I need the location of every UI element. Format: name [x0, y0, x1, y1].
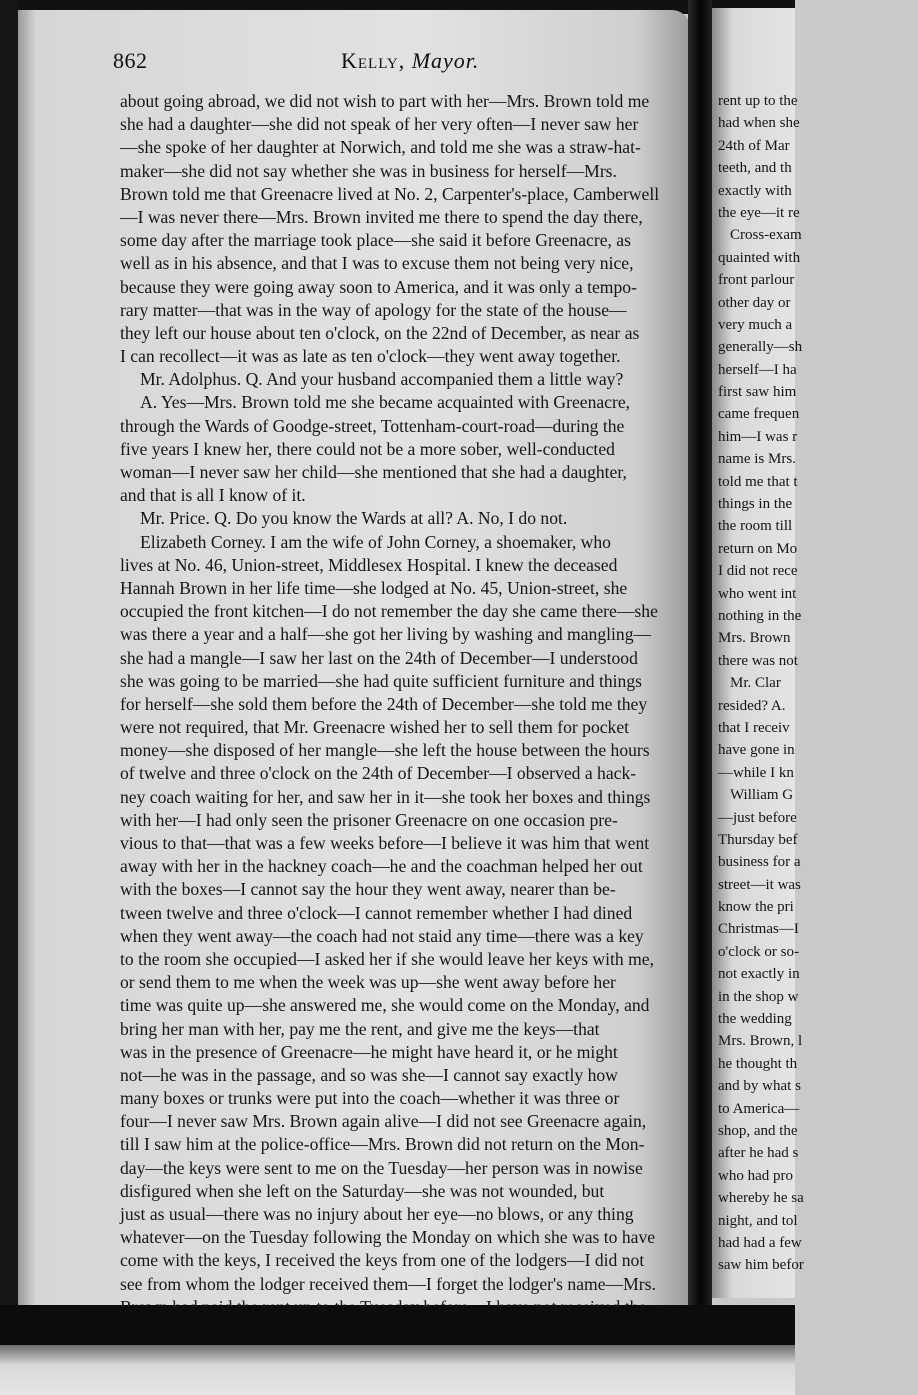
text-line: Mr. Price. Q. Do you know the Wards at all? A. No, I do not.	[140, 508, 568, 529]
right-text-line: to America—	[718, 1100, 800, 1117]
text-line: just as usual—there was no injury about her eye—no blows, or any thing	[120, 1204, 634, 1224]
right-text-line: business for a	[718, 854, 801, 871]
text-line: —I was never there—Mrs. Brown invited me there to spend the day there,	[120, 206, 643, 227]
text-line: not—he was in the passage, and so was she—I cannot say exactly how	[120, 1064, 618, 1085]
text-line: disfigured when she left on the Saturday—she was not wounded, but	[120, 1180, 605, 1201]
text-line: Elizabeth Corney. I am the wife of John Corney, a shoemaker, who	[140, 531, 611, 552]
right-page-cropped	[712, 8, 804, 1298]
right-text-line: Cross-exam	[730, 227, 802, 244]
right-text-line: first saw him	[718, 384, 797, 401]
text-line: I can recollect—it was as late as ten o'clock—they went away together.	[120, 346, 621, 367]
right-text-line: not exactly in	[718, 966, 800, 983]
text-line: —she spoke of her daughter at Norwich, and told me she was a straw-hat-	[120, 137, 641, 158]
text-line: whatever—on the Tuesday following the Monday on which she was to have	[120, 1227, 656, 1248]
text-line: woman—I never saw her child—she mentioned that she had a daughter,	[120, 462, 627, 482]
right-text-line: saw him befor	[718, 1257, 804, 1274]
right-text-line: street—it was	[718, 876, 801, 893]
text-line: rary matter—that was in the way of apology for the state of the house—	[120, 299, 627, 320]
right-text-line: night, and tol	[718, 1212, 798, 1229]
text-line: was there a year and a half—she got her living by washing and mangling—	[120, 624, 652, 645]
right-text-line: shop, and the	[718, 1122, 798, 1139]
right-text-line: the room till	[718, 518, 793, 535]
running-head-title: Mayor.	[411, 48, 480, 73]
text-line: through the Wards of Goodge-street, Tottenham-court-road—during the	[120, 415, 625, 436]
text-line: was in the presence of Greenacre—he might have heard it, or he might	[120, 1041, 618, 1062]
text-line: were not required, that Mr. Greenacre wished her to sell them for pocket	[120, 717, 630, 738]
right-text-line: quainted with	[718, 249, 801, 266]
right-text-line: the wedding	[718, 1011, 792, 1028]
text-line: many boxes or trunks were put into the coach—whether it was three or	[120, 1088, 620, 1109]
right-text-line: who had pro	[718, 1167, 793, 1184]
right-text-line: have gone in	[718, 742, 795, 759]
right-text-line: other day or	[718, 294, 791, 311]
right-text-line: had when she	[718, 115, 800, 132]
right-text-line: resided? A.	[718, 697, 786, 714]
right-text-line: William G	[730, 787, 794, 804]
text-line: day—the keys were sent to me on the Tuesday—her person was in nowise	[120, 1157, 643, 1178]
right-text-line: 24th of Mar	[718, 137, 790, 154]
right-text-line: the eye—it re	[718, 204, 800, 221]
right-text-line: generally—sh	[718, 339, 803, 356]
text-line: she had a mangle—I saw her last on the 24th of December—I understood	[120, 647, 638, 668]
right-text-line: in the shop w	[718, 988, 799, 1005]
page-number: 862	[113, 48, 148, 73]
right-text-line: things in the	[718, 496, 793, 513]
right-text-line: very much a	[718, 316, 793, 333]
right-text-line: Mrs. Brown, l	[718, 1033, 803, 1050]
text-line: time was quite up—she answered me, she would come on the Monday, and	[120, 995, 650, 1016]
text-line: because they were going away soon to America, and it was only a tempo-	[120, 276, 637, 297]
right-text-line: Mr. Clar	[730, 675, 781, 692]
right-text-line: name is Mrs.	[718, 451, 796, 468]
text-line: Mr. Adolphus. Q. And your husband accompanied them a little way?	[140, 369, 624, 390]
right-text-line: teeth, and th	[718, 160, 792, 177]
right-page-text	[718, 90, 918, 1277]
right-text-line: told me that t	[718, 473, 798, 490]
right-text-line: had had a few	[718, 1234, 802, 1251]
text-line: of twelve and three o'clock on the 24th of December—I observed a hack-	[120, 763, 637, 784]
right-text-line: who went int	[718, 585, 797, 602]
running-head	[341, 48, 479, 74]
text-line: with the boxes—I cannot say the hour they went away, nearer than be-	[120, 879, 616, 900]
right-text-line: I did not rece	[718, 563, 798, 580]
right-text-line: Thursday bef	[718, 831, 798, 848]
right-text-line: nothing in the	[718, 607, 802, 624]
right-text-line: herself—I ha	[718, 361, 797, 378]
text-line: she was going to be married—she had quite sufficient furniture and things	[120, 670, 642, 691]
text-line: vious to that—that was a few weeks before—I believe it was him that went	[120, 833, 650, 853]
right-text-line: he thought th	[718, 1055, 798, 1072]
body-text	[120, 90, 680, 1319]
right-text-line: rent up to the	[718, 93, 798, 109]
scanner-background-bottom	[0, 1305, 795, 1345]
text-line: to the room she occupied—I asked her if she would leave her keys with me,	[120, 948, 655, 969]
text-line: Brown told me that Greenacre lived at No. 2, Carpenter's-place, Camberwell	[120, 183, 660, 204]
right-text-line: —just before	[718, 809, 797, 826]
right-text-line: Mrs. Brown	[718, 630, 791, 647]
text-line: or send them to me when the week was up—she went away before her	[120, 972, 616, 993]
right-text-line: whereby he sa	[718, 1190, 804, 1207]
book-gutter	[688, 0, 712, 1310]
right-text-line: exactly with	[718, 182, 792, 199]
text-line: till I saw him at the police-office—Mrs. Brown did not return on the Mon-	[120, 1134, 645, 1155]
text-line: she had a daughter—she did not speak of her very often—I never saw her	[120, 114, 639, 135]
text-line: away with her in the hackney coach—he and the coachman helped her out	[120, 856, 643, 877]
right-text-line: Christmas—I	[718, 921, 799, 938]
text-line: maker—she did not say whether she was in business for herself—Mrs.	[120, 160, 617, 181]
page-header	[113, 48, 673, 82]
text-line: five years I knew her, there could not be a more sober, well-conducted	[120, 438, 615, 459]
right-text-line: return on Mo	[718, 540, 798, 557]
left-page	[18, 10, 690, 1310]
text-line: A. Yes—Mrs. Brown told me she became acquainted with Greenacre,	[140, 392, 631, 413]
right-text-line: and by what s	[718, 1078, 801, 1095]
text-line: come with the keys, I received the keys from one of the lodgers—I did not	[120, 1250, 645, 1271]
text-line: bring her man with her, pay me the rent, and give me the keys—that	[120, 1018, 600, 1039]
text-line: occupied the front kitchen—I do not remember the day she came there—she	[120, 601, 658, 622]
text-line: Hannah Brown in her life time—she lodged at No. 45, Union-street, she	[120, 577, 628, 598]
right-text-line: him—I was r	[718, 428, 798, 445]
text-line: lives at No. 46, Union-street, Middlesex Hospital. I knew the deceased	[120, 554, 618, 575]
text-line: ney coach waiting for her, and saw her in it—she took her boxes and things	[120, 786, 651, 807]
right-text-line: after he had s	[718, 1145, 799, 1162]
text-line: four—I never saw Mrs. Brown again alive—I did not see Greenacre again,	[120, 1111, 647, 1132]
right-text-line: o'clock or so-	[718, 943, 800, 960]
scanner-background-left	[0, 0, 18, 1310]
text-line: and that is all I know of it.	[120, 485, 306, 506]
right-text-line: came frequen	[718, 406, 800, 423]
text-line: they left our house about ten o'clock, on the 22nd of December, as near as	[120, 322, 640, 343]
right-text-line: there was not	[718, 652, 798, 669]
running-head-name: Kelly,	[341, 48, 406, 73]
right-text-line: front parlour	[718, 272, 795, 289]
text-line: with her—I had only seen the prisoner Greenacre on one occasion pre-	[120, 809, 618, 830]
text-line: money—she disposed of her mangle—she left the house between the hours	[120, 740, 650, 761]
scanner-bed	[0, 1345, 795, 1395]
text-line: when they went away—the coach had not staid any time—there was a key	[120, 925, 644, 946]
text-line: see from whom the lodger received them—I forget the lodger's name—Mrs.	[120, 1273, 656, 1294]
right-text-line: know the pri	[718, 899, 794, 916]
text-line: tween twelve and three o'clock—I cannot remember whether I had dined	[120, 902, 633, 923]
text-line: about going abroad, we did not wish to part with her—Mrs. Brown told me	[120, 91, 650, 111]
text-line: well as in his absence, and that I was to excuse them not being very nice,	[120, 253, 634, 274]
text-line: some day after the marriage took place—she said it before Greenacre, as	[120, 230, 631, 251]
text-line: for herself—she sold them before the 24th of December—she told me they	[120, 693, 648, 714]
right-text-line: —while I kn	[718, 764, 794, 781]
right-text-line: that I receiv	[718, 719, 790, 736]
